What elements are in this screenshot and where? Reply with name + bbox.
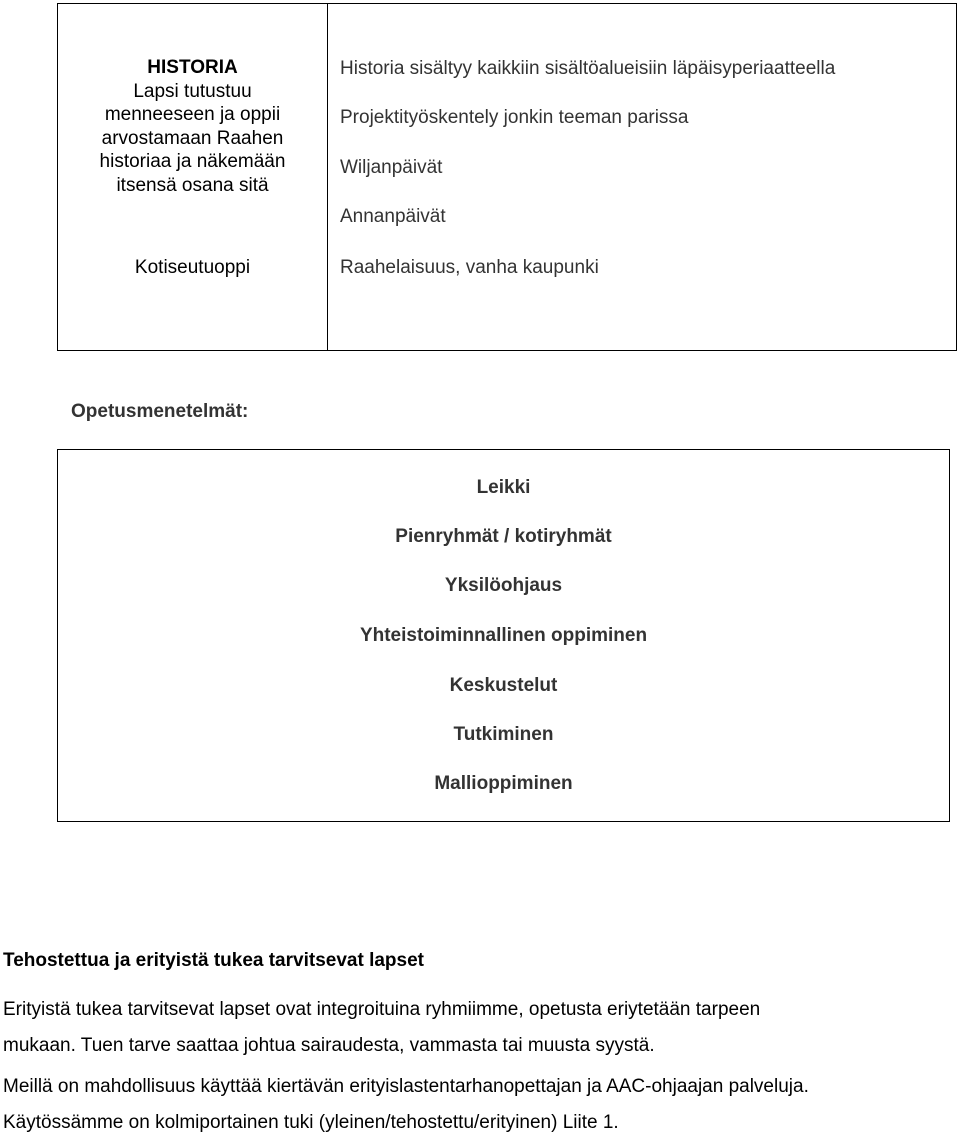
support-paragraph-2-line-2: Käytössämme on kolmiportainen tuki (yleinen/tehostettu/erityinen) Liite 1.: [3, 1112, 619, 1133]
method-item: Tutkiminen: [453, 724, 554, 745]
history-item: Annanpäivät: [340, 206, 446, 227]
method-item: Mallioppiminen: [434, 773, 573, 794]
method-item: Yhteistoiminnallinen oppiminen: [359, 625, 648, 646]
history-label-cell: [58, 4, 328, 350]
history-item: Historia sisältyy kaikkiin sisältöalueisiin läpäisyperiaatteella: [340, 58, 836, 79]
method-item: Keskustelut: [449, 675, 558, 696]
methods-heading: Opetusmenetelmät:: [71, 401, 249, 422]
support-paragraph-2: [3, 1069, 947, 1141]
history-item: Wiljanpäivät: [340, 157, 443, 178]
method-item: Pienryhmät / kotiryhmät: [395, 526, 612, 547]
method-item: Yksilöohjaus: [444, 575, 563, 596]
support-paragraph-2-line-1: Meillä on mahdollisuus käyttää kiertävän erityislastentarhanopettajan ja AAC-ohjaajan palveluja.: [3, 1076, 809, 1097]
support-paragraph-1: [3, 992, 947, 1064]
support-paragraph-1-line-2: mukaan. Tuen tarve saattaa johtua sairaudesta, vammasta tai muusta syystä.: [3, 1035, 655, 1056]
method-item: Leikki: [476, 477, 531, 498]
history-table: [57, 3, 957, 351]
history-item: Projektityöskentely jonkin teeman parissa: [340, 107, 689, 128]
history-description: Lapsi tutustuu menneeseen ja oppii arvostamaan Raahen historiaa ja näkemään itsensä osana sitä: [99, 80, 286, 196]
support-paragraph-1-line-1: Erityistä tukea tarvitsevat lapset ovat integroituina ryhmiimme, opetusta eriytetään tarpeen: [3, 999, 761, 1020]
history-heading: [58, 56, 327, 197]
history-item: Raahelaisuus, vanha kaupunki: [340, 257, 599, 278]
methods-box: [57, 449, 950, 822]
support-title: Tehostettua ja erityistä tukea tarvitsevat lapset: [3, 950, 424, 971]
history-subject: Kotiseutuoppi: [134, 257, 251, 278]
history-title: HISTORIA: [147, 57, 238, 78]
